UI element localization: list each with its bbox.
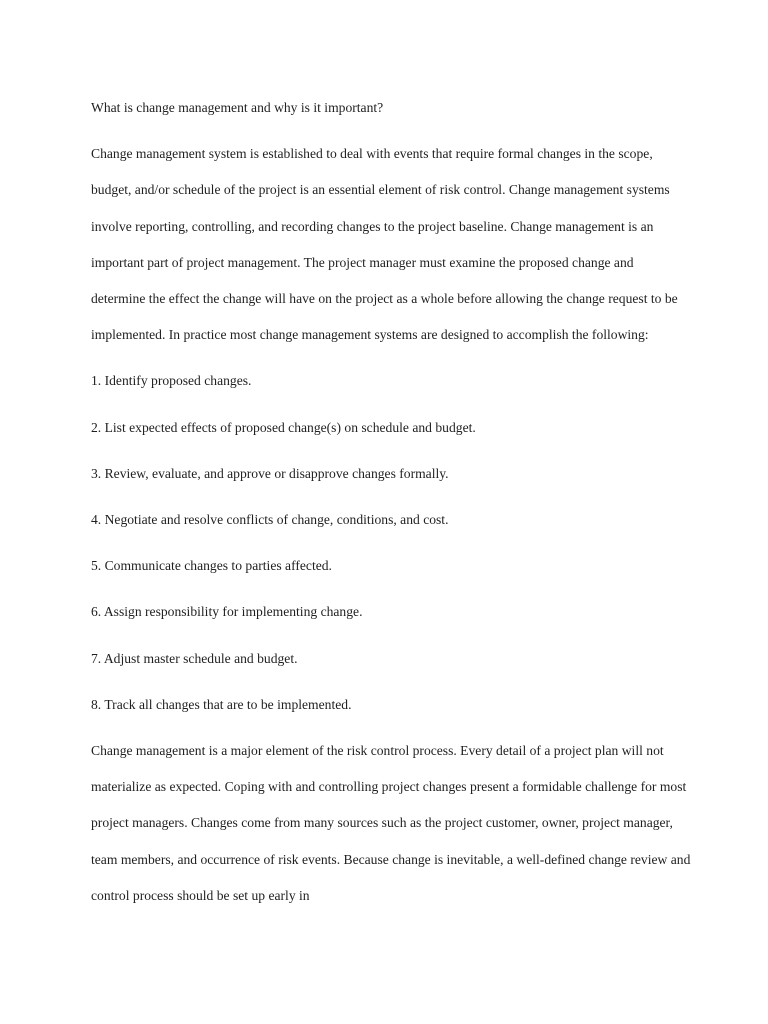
list-item: 5. Communicate changes to parties affected. [91, 558, 332, 574]
document-heading: What is change management and why is it important? [91, 100, 384, 115]
intro-paragraph: Change management system is established to deal with events that require formal changes in the scope, budget, and/or schedule of the project is an essential element of risk control. Change management systems involve reporting, controlling, and recording changes to the project baseline. Change management is an important part of project management. The project manager must examine the proposed change and determine the effect the change will have on the project as a whole before allowing the change request to be implemented. In practice most change management systems are designed to accomplish the following: [91, 146, 678, 343]
list-item: 1. Identify proposed changes. [91, 373, 252, 389]
list-item: 3. Review, evaluate, and approve or disapprove changes formally. [91, 465, 449, 481]
list-item: 8. Track all changes that are to be implemented. [91, 696, 352, 712]
document-body [91, 90, 691, 924]
list-item: 2. List expected effects of proposed change(s) on schedule and budget. [91, 419, 476, 435]
closing-paragraph: Change management is a major element of the risk control process. Every detail of a project plan will not materialize as expected. Coping with and controlling project changes present a formidable challenge for most project managers. Changes come from many sources such as the project customer, owner, project manager, team members, and occurrence of risk events. Because change is inevitable, a well-defined change review and control process should be set up early in [91, 743, 691, 903]
list-item: 6. Assign responsibility for implementing change. [91, 604, 363, 620]
list-item: 7. Adjust master schedule and budget. [91, 650, 298, 666]
change-management-steps-list [91, 363, 691, 723]
list-item: 4. Negotiate and resolve conflicts of change, conditions, and cost. [91, 512, 449, 528]
